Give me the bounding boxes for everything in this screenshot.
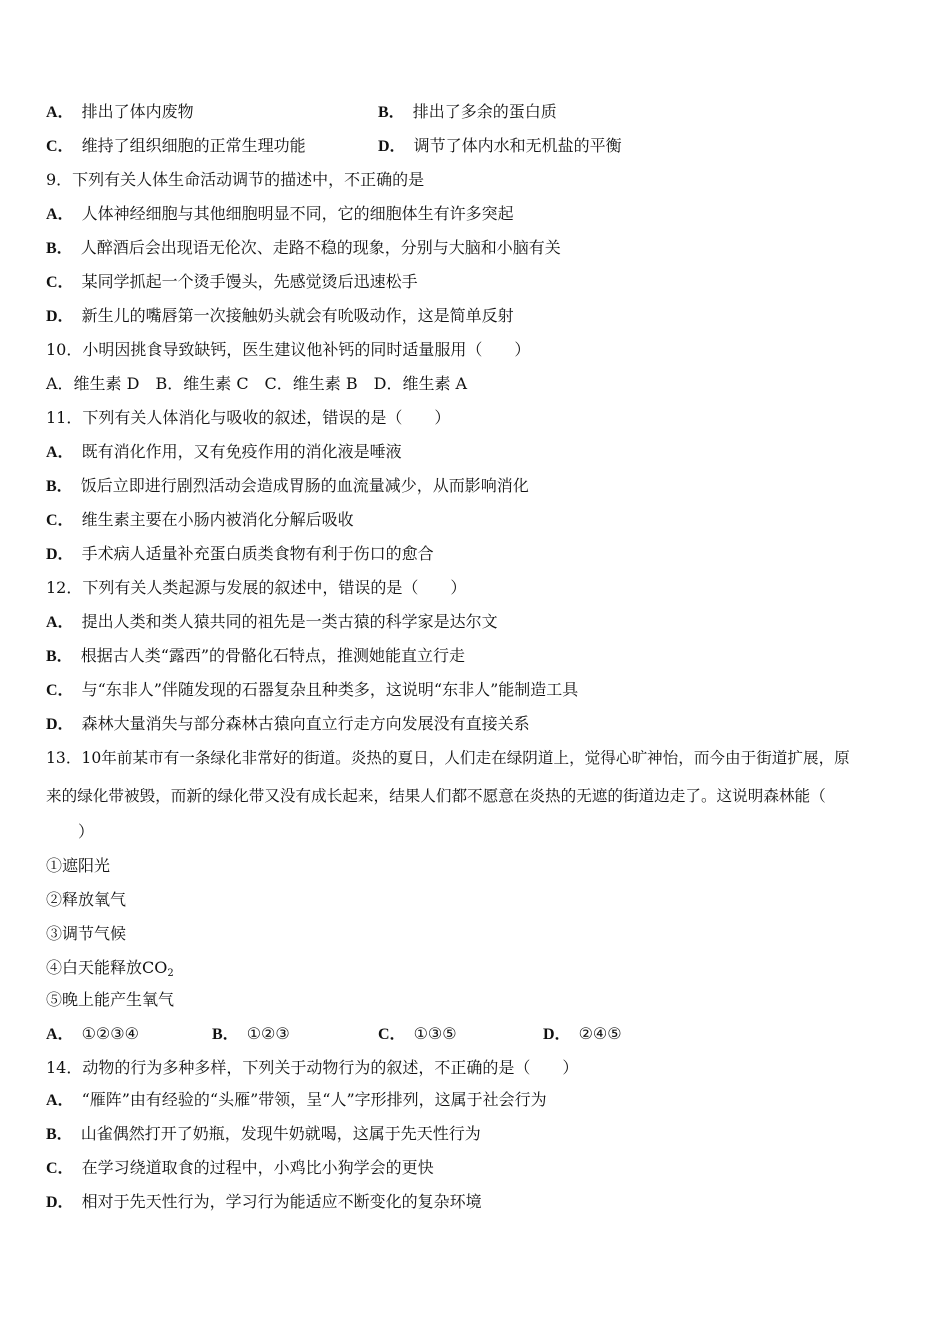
q11-option-c [46, 510, 354, 531]
q13-item-2: ②释放氧气 [46, 890, 127, 909]
option-label: C． [46, 274, 74, 291]
q8-option-d [378, 136, 622, 157]
q8-option-c [46, 136, 306, 157]
option-label: D． [378, 138, 406, 155]
option-text: 维持了组织细胞的正常生理功能 [81, 136, 306, 155]
option-label: B． [212, 1026, 239, 1043]
option-label: D． [46, 308, 74, 325]
q13-item-3: ③调节气候 [46, 924, 127, 943]
option-text: 森林大量消失与部分森林古猿向直立行走方向发展没有直接关系 [81, 714, 530, 733]
q14-option-d [46, 1192, 482, 1213]
q13-option-d [543, 1024, 622, 1045]
option-text: ②④⑤ [578, 1024, 622, 1043]
q11-option-a [46, 442, 402, 463]
q8-option-a [46, 102, 194, 123]
option-text: 新生儿的嘴唇第一次接触奶头就会有吮吸动作，这是简单反射 [81, 306, 514, 325]
option-text: 在学习绕道取食的过程中，小鸡比小狗学会的更快 [81, 1158, 434, 1177]
option-label: A． [46, 104, 74, 121]
q8-option-b [378, 102, 557, 123]
option-label: A． [46, 1026, 74, 1043]
option-label: B． [46, 478, 73, 495]
option-label: D． [543, 1026, 571, 1043]
option-text: 与“东非人”伴随发现的石器复杂且种类多，这说明“东非人”能制造工具 [81, 680, 579, 699]
q14-stem: 14．动物的行为多种多样，下列关于动物行为的叙述，不正确的是（ ） [46, 1058, 579, 1077]
option-text: ①③⑤ [413, 1024, 457, 1043]
q13-stem-line3: ） [46, 822, 95, 841]
q13-item-5: ⑤晚上能产生氧气 [46, 990, 175, 1009]
option-text: ①②③④ [81, 1024, 139, 1043]
q13-option-c [378, 1024, 457, 1045]
option-label: B． [46, 1126, 73, 1143]
option-label: B． [46, 240, 73, 257]
option-text: 根据古人类“露西”的骨骼化石特点，推测她能直立行走 [80, 646, 466, 665]
option-text: 手术病人适量补充蛋白质类食物有利于伤口的愈合 [81, 544, 434, 563]
option-text: 维生素主要在小肠内被消化分解后吸收 [81, 510, 354, 529]
option-text: “雁阵”由有经验的“头雁”带领，呈“人”字形排列，这属于社会行为 [81, 1090, 547, 1109]
option-label: C． [46, 682, 74, 699]
option-text: 既有消化作用，又有免疫作用的消化液是唾液 [81, 442, 402, 461]
option-text: 人体神经细胞与其他细胞明显不同，它的细胞体生有许多突起 [81, 204, 514, 223]
option-text: ①②③ [246, 1024, 290, 1043]
option-text: 排出了体内废物 [81, 102, 194, 121]
option-label: B． [46, 648, 73, 665]
q9-option-d [46, 306, 514, 327]
q12-option-d [46, 714, 530, 735]
q14-option-c [46, 1158, 434, 1179]
q13-stem-line2: 来的绿化带被毁，而新的绿化带又没有成长起来，结果人们都不愿意在炎热的无遮的街道边走了。这说明森林能（ [46, 787, 826, 805]
q12-option-a [46, 612, 498, 633]
q12-option-c [46, 680, 578, 701]
option-text: 排出了多余的蛋白质 [412, 102, 557, 121]
q11-stem: 11．下列有关人体消化与吸收的叙述，错误的是（ ） [46, 408, 451, 427]
option-label: D． [46, 716, 74, 733]
q13-item-1: ①遮阳光 [46, 856, 111, 875]
q13-option-b [212, 1024, 290, 1045]
option-label: C． [46, 1160, 74, 1177]
q9-stem: 9．下列有关人体生命活动调节的描述中，不正确的是 [46, 170, 425, 189]
subscript: 2 [167, 968, 174, 979]
option-text: 人醉酒后会出现语无伦次、走路不稳的现象，分别与大脑和小脑有关 [80, 238, 561, 257]
option-label: C． [46, 138, 74, 155]
option-label: A． [46, 614, 74, 631]
option-label: A． [46, 444, 74, 461]
q9-option-a [46, 204, 514, 225]
option-label: D． [46, 1194, 74, 1211]
q9-option-b [46, 238, 561, 259]
option-text: 调节了体内水和无机盐的平衡 [413, 136, 622, 155]
q10-stem: 10．小明因挑食导致缺钙，医生建议他补钙的同时适量服用（ ） [46, 340, 531, 359]
q10-options: A．维生素 D B．维生素 C C．维生素 B D．维生素 A [46, 374, 468, 393]
option-text: 某同学抓起一个烫手馒头，先感觉烫后迅速松手 [81, 272, 418, 291]
q12-option-b [46, 646, 465, 667]
option-label: A． [46, 1092, 74, 1109]
q13-stem-line1: 13．10年前某市有一条绿化非常好的街道。炎热的夏日，人们走在绿阴道上，觉得心旷神怡，而今由于街道扩展，原 [46, 749, 850, 767]
q11-option-d [46, 544, 434, 565]
option-text: 饭后立即进行剧烈活动会造成胃肠的血流量减少，从而影响消化 [80, 476, 529, 495]
q12-stem: 12．下列有关人类起源与发展的叙述中，错误的是（ ） [46, 578, 467, 597]
item-text: ④白天能释放CO [46, 958, 168, 977]
option-label: B． [378, 104, 405, 121]
option-label: D． [46, 546, 74, 563]
option-text: 山雀偶然打开了奶瓶，发现牛奶就喝，这属于先天性行为 [80, 1124, 481, 1143]
option-label: C． [46, 512, 74, 529]
q11-option-b [46, 476, 529, 497]
option-label: C． [378, 1026, 406, 1043]
q13-item-4 [46, 958, 174, 984]
q9-option-c [46, 272, 418, 293]
q14-option-a [46, 1090, 547, 1111]
q13-option-a [46, 1024, 139, 1045]
option-label: A． [46, 206, 74, 223]
option-text: 相对于先天性行为，学习行为能适应不断变化的复杂环境 [81, 1192, 482, 1211]
option-text: 提出人类和类人猿共同的祖先是一类古猿的科学家是达尔文 [81, 612, 498, 631]
q14-option-b [46, 1124, 481, 1145]
